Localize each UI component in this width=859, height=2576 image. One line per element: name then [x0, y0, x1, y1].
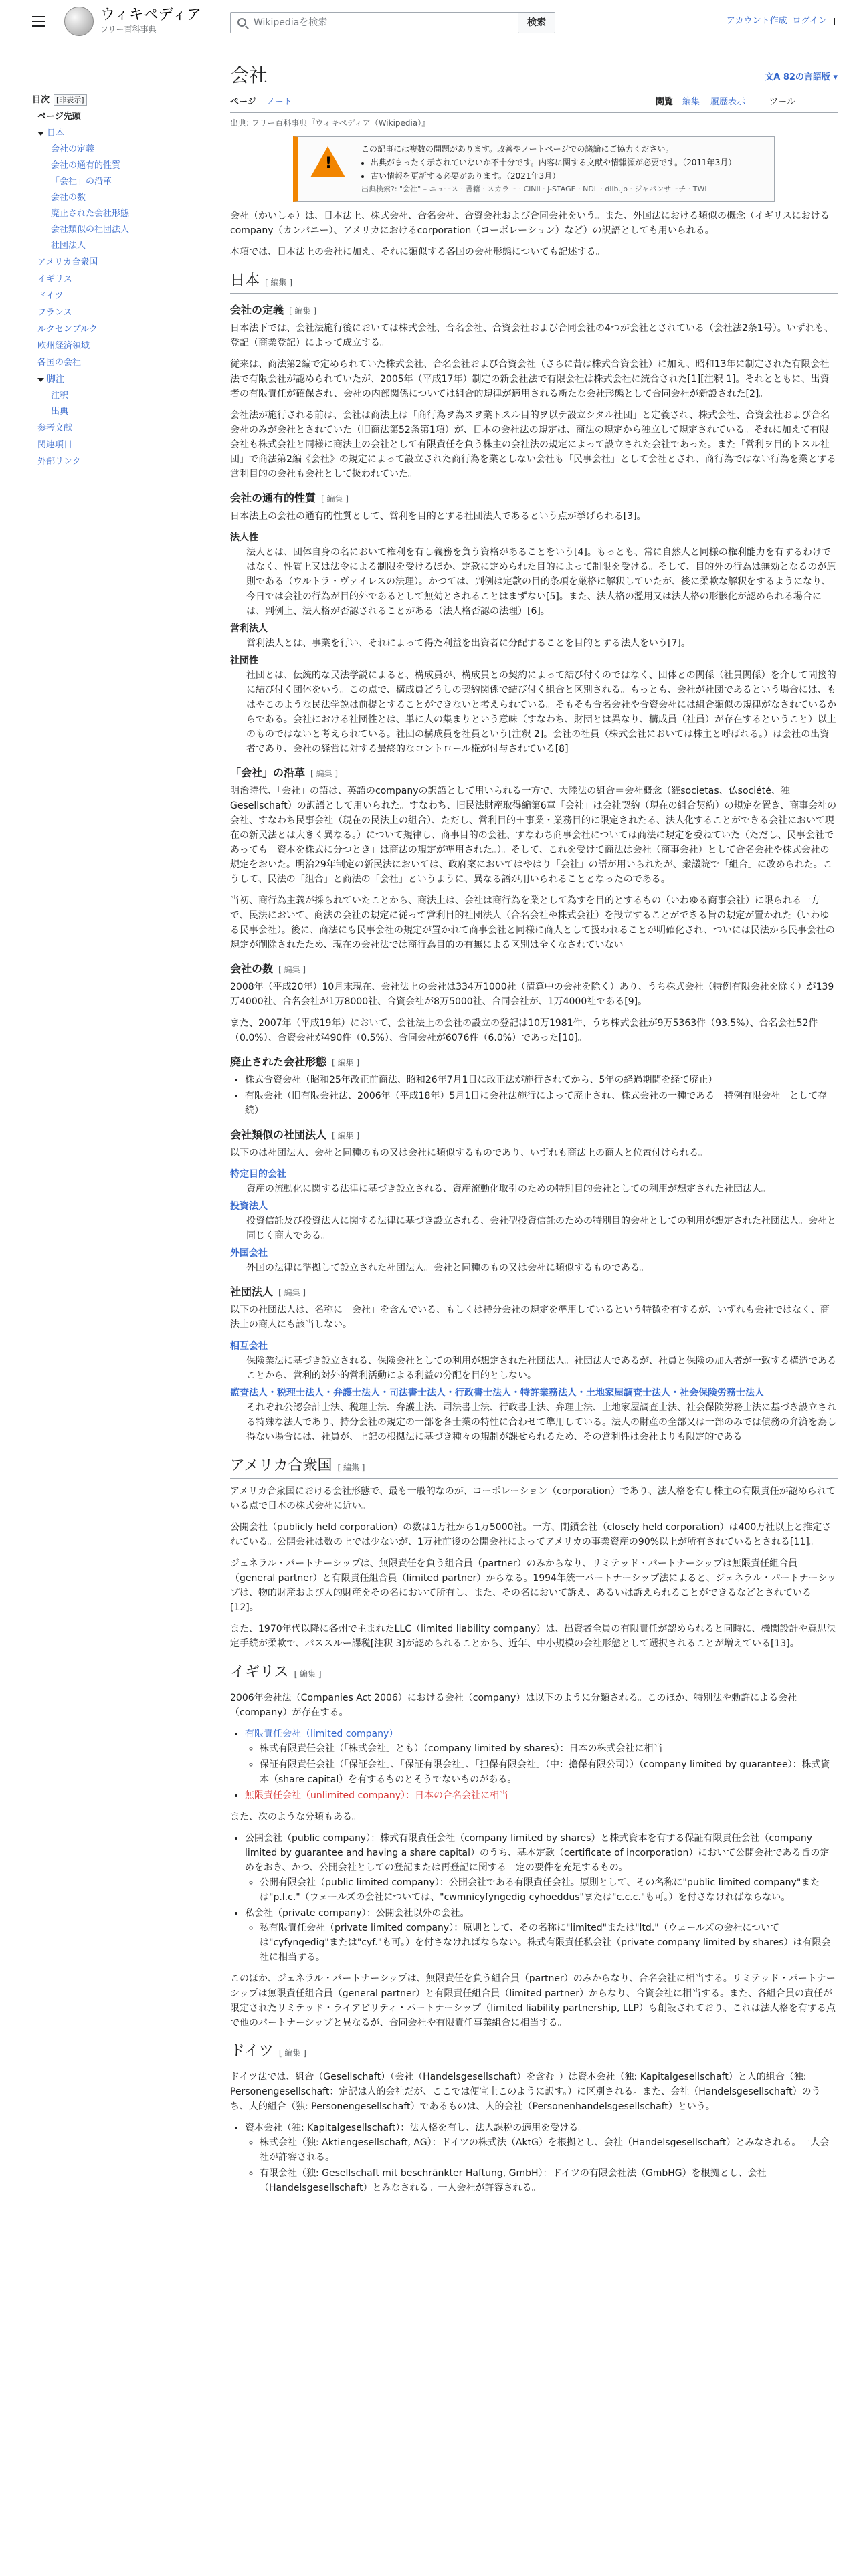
- tab-page[interactable]: ページ: [230, 97, 256, 107]
- search-input[interactable]: [230, 12, 527, 33]
- definition: 資産の流動化に関する法律に基づき設立される、資産流動化取引のための特別目的会社としての利用が想定された社団法人。: [246, 1184, 771, 1195]
- list-item[interactable]: 無限責任会社（unlimited company）：日本の合名会社に相当: [245, 1790, 509, 1802]
- section-heading: 会社の通有的性質 [ 編集 ]: [230, 492, 349, 505]
- list-item: ◦ 有限会社（独: Gesellschaft mit beschränkter Haftung, GmbH）：ドイツの有限会社法（GmbHG）を根拠とし、会社（Handelsgesellschaft）とみなされる。一人会社が許容される。: [260, 2166, 838, 2195]
- toc-item[interactable]: [32, 372, 199, 388]
- search-icon: [237, 18, 246, 27]
- user-links: [727, 15, 838, 29]
- edit-link[interactable]: [ 編集 ]: [332, 1058, 360, 1068]
- edit-link[interactable]: [ 編集 ]: [278, 2048, 306, 2058]
- section-heading: 日本 [ 編集 ]: [230, 272, 838, 294]
- paragraph: 日本法下では、会社法施行後においては株式会社、合名会社、合資会社および合同会社の4つが会社とされている（会社法2条1号）。いずれも、登記（商業登記）によって成立する。: [230, 323, 834, 349]
- table-of-contents: [32, 92, 199, 470]
- tab-talk[interactable]: ノート: [266, 97, 292, 107]
- definition: それぞれ公認会計士法、税理士法、弁護士法、司法書士法、行政書士法、弁理士法、土地家屋調査士法、社会保険労務士法に基づき設立される特殊な法人であり、持分会社の規定の一部を各士業の特性に合わせて準用している。法人の財産の全部又は一部のみでは債務の弁済を為し得ない場合には、社員が、上記の根拠法に基づき種々の規制が課せられるため、その営利性は会社よりも限定的である。: [246, 1402, 836, 1443]
- toc-item-label: 社団法人: [51, 241, 86, 251]
- tab-history[interactable]: 履歴表示: [710, 97, 746, 107]
- toc-item-label: 「会社」の沿革: [51, 177, 112, 187]
- section-heading: 会社の定義 [ 編集 ]: [230, 304, 317, 317]
- wikipedia-globe-logo[interactable]: [64, 7, 94, 36]
- paragraph: 当初、商行為主義が採られていたことから、商法上は、会社は商行為を業として為すを目的とするもの（いわゆる商事会社）に限られる一方で、民法において、商法の会社の規定に従って営利目的社団法人（合名会社や株式会社）を設立することができる旨の規定が置かれた（いわゆる民事会社）。後に、商法にも民事会社の規定が置かれて商事会社と同様に商人として扱われることが明確化され、ついには民法から民事会社の規定が削除されたため、現在の会社法では商行為目的の有無による区別は全くなされていない。: [230, 895, 835, 951]
- toc-item-label: 廃止された会社形態: [51, 209, 130, 219]
- page-title: 会社: [230, 64, 838, 90]
- toc-item[interactable]: [32, 190, 199, 206]
- toc-item-label: フランス: [37, 308, 72, 318]
- header: [0, 0, 859, 43]
- edit-link[interactable]: [ 編集 ]: [265, 278, 293, 288]
- term: 社団性: [230, 655, 258, 667]
- paragraph: 2006年会社法（Companies Act 2006）における会社（company）は以下のように分類される。このほか、特別法や勅許による会社（company）が存在する。: [230, 1693, 797, 1719]
- paragraph: 日本法上の会社の通有的性質として、営利を目的とする社団法人であるという点が挙げられる[3]。: [230, 511, 646, 522]
- section-heading: 社団法人 [ 編集 ]: [230, 1285, 306, 1299]
- search-button[interactable]: 検索: [518, 12, 555, 33]
- section-heading: イギリス [ 編集 ]: [230, 1663, 838, 1685]
- intro-paragraph: 会社（かいしゃ）は、日本法上、株式会社、合名会社、合資会社および合同会社をいう。また、外国法における類似の概念（イギリスにおけるcompany（カンパニー）、アメリカにおけるcorporation（コーポレーション）など）の訳語としても用いられる。: [230, 211, 830, 237]
- toc-item[interactable]: [32, 109, 199, 125]
- paragraph: また、次のような分類もある。: [230, 1812, 361, 1823]
- toc-item-label: 出典: [51, 407, 69, 417]
- toc-item[interactable]: [32, 206, 199, 222]
- paragraph: 以下のは社団法人、会社と同種のもの又は会社に類似するものであり、いずれも商法上の商人と位置付けられる。: [230, 1148, 708, 1159]
- term[interactable]: 外国会社: [230, 1248, 268, 1259]
- page-tabs: [230, 90, 838, 113]
- edit-link[interactable]: [ 編集 ]: [337, 1463, 365, 1473]
- paragraph: 公開会社（publicly held corporation）の数は1万社から1万5000社。一方、閉鎖会社（closely held corporation）は400万社以上と推定されている。公開会社は数の上では少ないが、1万社前後の公開会社によってアメリカの事業資産の90%以上が所有されているとされる[11]。: [230, 1522, 832, 1548]
- toc-item-label: アメリカ合衆国: [37, 257, 98, 267]
- paragraph: 従来は、商法第2編で定められていた株式会社、合名会社および合資会社（さらに昔は株式合資会社）に加え、昭和13年に制定された有限会社法で有限会社が認められていたが、2005年（平成17年）制定の新会社法で有限会社は株式会社に統合された[1][注釈 1]。それとともに、出資者の有限責任が確保され、会社の内部関係については組合的規律が適用される新たな会社形態として合同会社が新設された[2]。: [230, 359, 830, 400]
- expand-icon[interactable]: [37, 132, 44, 136]
- logo-subtitle: フリー百科事典: [100, 25, 157, 34]
- list-item: ◦ 株式有限責任会社（「株式会社」とも）（company limited by shares）：日本の株式会社に相当: [260, 1741, 838, 1756]
- list-item: 公開会社（public company）：株式有限責任会社（company limited by shares）と株式資本を有する保証有限責任会社（company limited by guarantee and having a share capital）のうち、基本定款（certificate of incorporation）において公開会社である旨の定めをおき、かつ、公開会社としての登記または再登記に関する一定の要件を充足するもの。: [245, 1833, 830, 1874]
- logo-title: ウィキペディア: [100, 7, 201, 23]
- toc-item[interactable]: [32, 238, 199, 254]
- issues-notice: ! この記事には複数の問題があります。改善やノートページでの議論にご協力ください。 • 出典がまったく示されていないか不十分です。内容に関する文献や情報源が必要です。（2011年3月） • 古い情報を更新する必要があります。（2021年3月） 出典検索?: "会社" – ニュース · 書籍 · スカラー · CiNii · J-STAGE · NDL · dlib.jp · ジャパンサーチ · TWL: [293, 136, 775, 202]
- toc-item[interactable]: [32, 272, 199, 288]
- toc-item-label: 会社の定義: [51, 144, 95, 154]
- search-placeholder: Wikipediaを検索: [254, 17, 328, 28]
- term: 法人性: [230, 532, 258, 544]
- toc-item[interactable]: [32, 454, 199, 470]
- tab-tools[interactable]: ツール: [769, 97, 795, 107]
- toc-item-label: ページ先頭: [37, 112, 81, 122]
- toc-item-label: 関連項目: [37, 440, 73, 450]
- paragraph: 会社法が施行される前は、会社は商法上は「商行為ヲ為スヲ業トスル目的ヲ以テ設立シタル社団」と定義され、株式会社、合資会社および合名会社のみが会社とされていた（旧商法第52条第1項）が、日本の会社法の規定は、商法の規定から独立して規定されている。それに加えて有限会社も株式会社と同様に商法上の会社として有限責任を負う株主の会社法の規定によって設立された会社であった。また「営利ヲ目的トスル社団」で商法第2編《会社》の規定によって設立された商行為を業としない会社も「民事会社」として会社とされ、商行為ではない行為を業とする営利目的の会社も会社として扱われていた。: [230, 410, 836, 480]
- language-button[interactable]: 文A 82の言語版 ▾: [765, 72, 838, 82]
- toc-item-label: 会社類似の社団法人: [51, 225, 130, 235]
- definition: 保険業法に基づき設立される、保険会社としての利用が想定された社団法人。社団法人であるが、社員と保険の加入者が一致する構造であることから、営利的対外的営利活動による利益の分配を目的としない。: [246, 1356, 836, 1382]
- login-link[interactable]: ログイン: [792, 16, 827, 26]
- edit-link[interactable]: [ 編集 ]: [332, 1131, 360, 1141]
- paragraph: また、1970年代以降に各州で主まれたLLC（limited liability company）は、出資者全員の有限責任が認められると同時に、機関設計や意思決定手続が柔軟で、パススルー課税[注釈 3]が認められることから、近年、中小規模の会社形態として選択されることが増えている[13]。: [230, 1624, 836, 1650]
- definition: 社団とは、伝統的な民法学説によると、構成員が、構成員との契約によって結び付くのではなく、団体との関係（社員関係）を介して間接的に結び付く団体をいう。この点で、構成員どうしの契約関係で結び付く組合と区別される。もっとも、会社が社団であるという場合には、もはやこのような民法学説は前提とすることができないと考えられている。そもそも合名会社や合資会社には組合類似の規律がなされているからである。会社における社団性とは、単に人の集まりという意味（すなわち、財団とは異なり、構成員（社員）が存在するということ）以上のものではないと考えられている。社団の構成員を社員という[注釈 2]。会社の社員（株式会社においては株主と呼ばれる。）は会社の出資者であり、会社の経営に対する最終的なコントロール権が付与されている[8]。: [246, 670, 836, 755]
- notice-item: • 出典がまったく示されていないか不十分です。内容に関する文献や情報源が必要です。（2011年3月）: [371, 156, 766, 169]
- toc-item-label: 注釈: [51, 391, 69, 401]
- paragraph: このほか、ジェネラル・パートナーシップは、無限責任を負う組合員（partner）のみからなり、合名会社に相当する。リミテッド・パートナーシップは無限責任組合員（general partner）と有限責任組合員（limited partner）からなり、合資会社に相当する。また、各組合員の責任が限定されたリミテッド・ライアビリティ・パートナーシップ（limited liability partnership, LLP）も創設されており、これは法人格を有する点で他のパートナーシップと異なるが、合同会社や有限責任事業組合に相当する。: [230, 1973, 836, 2029]
- toc-item[interactable]: [32, 222, 199, 238]
- term[interactable]: 特定目的会社: [230, 1169, 286, 1180]
- expand-icon[interactable]: [37, 378, 44, 382]
- paragraph: ドイツ法では、組合（Gesellschaft）（会社（Handelsgesellschaft）を含む。）は資本会社（独: Kapitalgesellschaft）と人的組合（独: Personengesellschaft：定訳は人的会社だが、ここでは便宜上このように訳す。）に区別される。また、会社（Handelsgesellschaft）のうち、人的組合（独: Personengesellschaft）であるものは、人的会社（Personenhandelsgesellschaft）という。: [230, 2072, 821, 2113]
- toc-item[interactable]: [32, 355, 199, 371]
- edit-link[interactable]: [ 編集 ]: [294, 1669, 322, 1679]
- paragraph: 2008年（平成20年）10月末現在、会社法上の会社は334万1000社（清算中の会社を除く）あり、うち株式会社（特例有限会社を除く）が139万4000社、合名会社が1万8000社、合資会社が8万5000社、合同会社が、1万4000社である[9]。: [230, 982, 834, 1008]
- toc-item[interactable]: [32, 142, 199, 158]
- list-item: ◦ 私有限責任会社（private limited company）：原則として、その名称に"limited"または"ltd."（ウェールズの会社については"cyfyngedig"または"cyf."も可。）を付さなければならない。株式有限責任私会社（private company limited by shares）は有限会社に相当する。: [260, 1921, 838, 1965]
- section-heading: 廃止された会社形態 [ 編集 ]: [230, 1055, 360, 1069]
- intro-paragraph: 本項では、日本法上の会社に加え、それに類似する各国の会社形態についても記述する。: [230, 247, 605, 258]
- toc-item[interactable]: [32, 126, 199, 142]
- term[interactable]: 投資法人: [230, 1201, 268, 1212]
- notice-line: この記事には複数の問題があります。改善やノートページでの議論にご協力ください。: [361, 144, 674, 154]
- section-heading: アメリカ合衆国 [ 編集 ]: [230, 1457, 838, 1479]
- toc-item-label: 外部リンク: [37, 457, 81, 467]
- term[interactable]: 相互会社: [230, 1341, 268, 1352]
- definition: 外国の法律に準拠して設立された社団法人。会社と同種のもの又は会社に類似するものである。: [246, 1263, 649, 1274]
- language-count: 82の言語版: [783, 72, 830, 82]
- from-wikipedia: 出典: フリー百科事典『ウィキペディア（Wikipedia）』: [230, 118, 430, 128]
- edit-link[interactable]: [ 編集 ]: [278, 1288, 306, 1298]
- main-content: [230, 64, 838, 2202]
- toc-item-label: ドイツ: [37, 291, 64, 301]
- section-heading: 「会社」の沿革 [ 編集 ]: [230, 766, 339, 780]
- toc-item-label: ルクセンブルク: [37, 324, 98, 334]
- toc-title: 目次: [32, 95, 50, 105]
- toc-item[interactable]: [32, 158, 199, 174]
- tab-edit[interactable]: 編集: [682, 97, 700, 107]
- main-menu-icon[interactable]: [32, 16, 45, 27]
- toc-item[interactable]: [32, 288, 199, 304]
- definition: 営利法人とは、事業を行い、それによって得た利益を出資者に分配することを目的とする法人をいう[7]。: [246, 638, 690, 649]
- toc-hide-button[interactable]: [非表示]: [54, 94, 87, 106]
- create-account-link[interactable]: アカウント作成: [726, 16, 787, 26]
- toc-item-label: 各国の会社: [37, 358, 82, 368]
- notice-item: • 古い情報を更新する必要があります。（2021年3月）: [371, 169, 766, 183]
- paragraph: 明治時代、「会社」の語は、英語のcompanyの訳語として用いられる一方で、大陸法の組合＝会社概念（羅societas、仏société、独Gesellschaft）の訳語として用いられた。すなわち、旧民法財産取得編第6章「会社」は会社契約（現在の組合契約）の規定を置き、商事会社の会社、すなわち民事会社（現在の民法上の組合）、ただし、営利目的＋事業・業務目的に限定されたる、法人化することができる会社において現在の新民法とは大きく異なる。）について規律し、商事目的の会社、すなわち商事会社については商法に規定を委ねていた（ただし、民事会社であっても「資本を株式に分つとき」は商法の規定が準用された。）。そして、これを受けて商法は会社（商事会社）として合名会社や株式会社の規定をおいた。明治29年制定の新民法においては、政府案においてはやはり「会社」の語が用いられたが、衆議院で「組合」に改められた。こうして、民法の「組合」と商法の「会社」というように、異なる語が用いられることとなったのである。: [230, 786, 837, 885]
- tab-read[interactable]: 閲覧: [656, 97, 674, 107]
- toc-item-label: 会社の通有的性質: [51, 160, 121, 171]
- definition: 法人とは、団体自身の名において権利を有し義務を負う資格があることをいう[4]。もっとも、常に自然人と同様の権利能力を有するわけではなく、性質上又は法令による制限を受けるほか、定款に定められた目的によって制限を受ける。そして、目的外の行為は無効となるのが原則である（ウルトラ・ヴァイレスの法理）。かつては、判例は定款の目的条項を厳格に解釈していたが、後に柔軟な解釈をするようになり、今日では会社の行為が目的外であるとして無効とされることはまずない[5]。また、法人格の濫用又は法人格の形骸化が認められる場合には、判例上、法人格が否認されることがある（法人格否認の法理）[6]。: [246, 547, 836, 617]
- term[interactable]: 監査法人・税理士法人・弁護士法人・司法書士法人・行政書士法人・特許業務法人・土地家屋調査士法人・社会保険労務士法人: [230, 1388, 764, 1399]
- paragraph: アメリカ合衆国における会社形態で、最も一般的なのが、コーポレーション（corporation）であり、法人格を有し株主の有限責任が認められている点で日本の株式会社に近い。: [230, 1486, 836, 1512]
- toc-item[interactable]: [32, 421, 199, 437]
- list-item: • 株式合資会社（昭和25年改正前商法、昭和26年7月1日に改正法が施行されてから、5年の経過期間を経て廃止）: [245, 1073, 838, 1087]
- section-heading: ドイツ [ 編集 ]: [230, 2042, 838, 2064]
- toc-item-label: 欧州経済領域: [37, 341, 90, 351]
- paragraph: 以下の社団法人は、名称に「会社」を含んでいる、もしくは持分会社の規定を準用しているという特徴を有するが、いずれも会社ではなく、商法上の商人にも該当しない。: [230, 1305, 830, 1331]
- edit-link[interactable]: [ 編集 ]: [321, 494, 349, 504]
- toc-item[interactable]: [32, 305, 199, 321]
- section-heading: 会社類似の社団法人 [ 編集 ]: [230, 1128, 360, 1142]
- toc-item-label: 日本: [47, 128, 65, 138]
- toc-item[interactable]: [32, 338, 199, 354]
- paragraph: ジェネラル・パートナーシップは、無限責任を負う組合員（partner）のみからなり、リミテッド・パートナーシップは無限責任組合員（general partner）と有限責任組合員（limited partner）からなる。1994年統一パートナーシップ法によると、ジェネラル・パートナーシップは、物的財産および人的財産をその名において所有し、また、その名において訴え、あるいは訴えられることができるなどとされている[12]。: [230, 1558, 837, 1614]
- toc-item[interactable]: [32, 404, 199, 420]
- list-item: ◦ 保証有限責任会社（「保証会社」、「保証有限会社」、「担保有限会社」（中：擔保有限公司））（company limited by guarantee）：株式資本（share capital）を有するものとそうでないものがある。: [260, 1757, 838, 1787]
- toc-item-label: イギリス: [37, 274, 72, 284]
- edit-link[interactable]: [ 編集 ]: [278, 965, 306, 975]
- section-heading: 会社の数 [ 編集 ]: [230, 962, 306, 976]
- term: 営利法人: [230, 623, 268, 635]
- toc-item-label: 脚注: [47, 374, 65, 385]
- toc-item[interactable]: [32, 322, 199, 338]
- list-item: • 有限会社（旧有限会社法、2006年（平成18年）5月1日に会社法施行によって廃止され、株式会社の一種である「特例有限会社」として存続）: [245, 1089, 838, 1118]
- edit-link[interactable]: [ 編集 ]: [310, 769, 339, 779]
- wordmark[interactable]: [100, 6, 201, 34]
- definition: 投資信託及び投資法人に関する法律に基づき設立される、会社型投資信託のための特別目的会社としての利用が想定された社団法人。会社と同じく商人である。: [246, 1216, 836, 1242]
- list-item: 私会社（private company）：公開会社以外の会社。: [245, 1908, 470, 1919]
- edit-link[interactable]: [ 編集 ]: [289, 306, 317, 316]
- source-search-links[interactable]: 出典検索?: "会社" – ニュース · 書籍 · スカラー · CiNii · J-STAGE · NDL · dlib.jp · ジャパンサーチ · TWL: [361, 185, 709, 194]
- toc-item-label: 参考文献: [37, 423, 73, 433]
- list-item[interactable]: 有限責任会社（limited company）: [245, 1729, 399, 1740]
- toc-item[interactable]: [32, 174, 199, 190]
- toc-item-label: 会社の数: [51, 193, 86, 203]
- list-item: ◦ 株式会社（独: Aktiengesellschaft, AG）：ドイツの株式法（AktG）を根拠とし、会社（Handelsgesellschaft）とみなされる。一人会社が許容される。: [260, 2135, 838, 2165]
- list-item: 資本会社（独: Kapitalgesellschaft）：法人格を有し、法人課税の適用を受ける。: [245, 2123, 588, 2134]
- toc-item[interactable]: [32, 255, 199, 271]
- more-options-icon[interactable]: [834, 18, 838, 25]
- toc-item[interactable]: [32, 437, 199, 453]
- paragraph: また、2007年（平成19年）において、会社法上の会社の設立の登記は10万1981件、うち株式会社が9万5363件（93.5%）、合名会社52件（0.0%）、合資会社が490件（0.5%）、合同会社が6076件（6.0%）であった[10]。: [230, 1018, 818, 1044]
- toc-item[interactable]: [32, 388, 199, 404]
- list-item: ◦ 公開有限会社（public limited company）：公開会社である有限責任会社。原則として、その名称に"public limited company"または"p.l.c."（ウェールズの会社については、"cwmnicyfyngedig cyhoeddus"または"c.c.c."も可。）を付さなければならない。: [260, 1875, 838, 1905]
